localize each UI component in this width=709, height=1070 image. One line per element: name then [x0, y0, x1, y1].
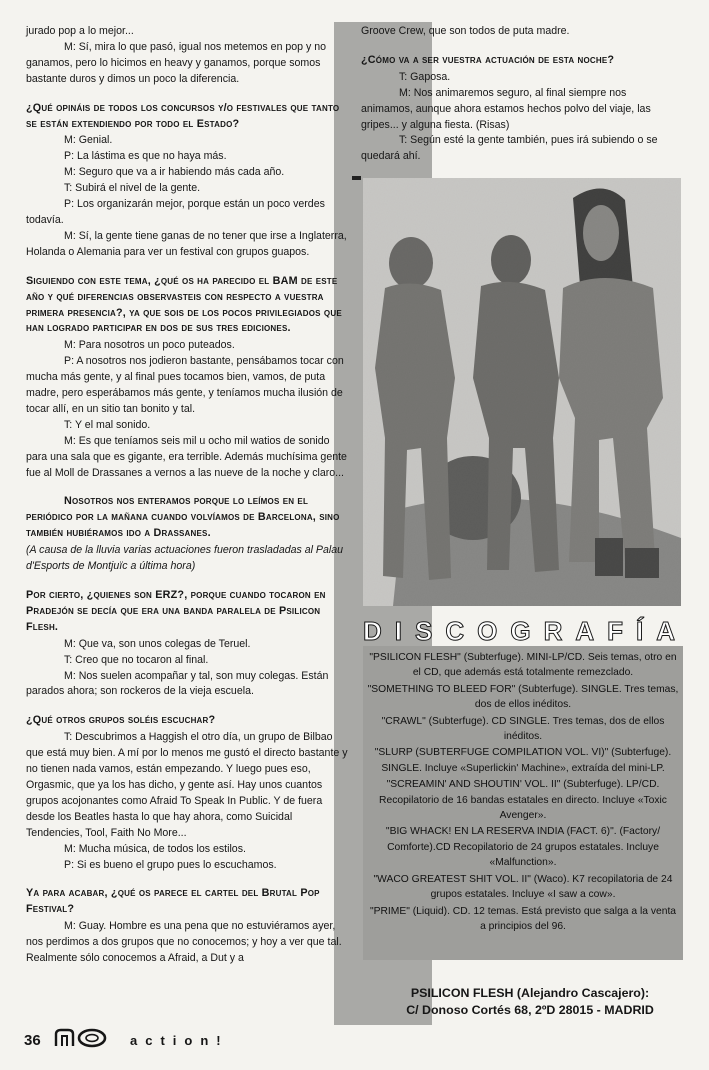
page-footer — [24, 1028, 229, 1052]
band-photo-image — [363, 178, 681, 606]
interview-answer: T: Y el mal sonido. — [64, 418, 151, 431]
discography-entry: "WACO GREATEST SHIT VOL. II" (Waco). K7 recopilatoria de 24 grupos estatales. Incluye «I saw a cow». — [373, 873, 673, 901]
interview-answer: T: Gaposa. — [399, 70, 451, 83]
interview-answer: M: Es que teníamos seis mil u ocho mil watios de sonido para una sala que es gigante, era terrible. Además muchísima gente fue al Moll de Drassanes a vernos a las nueve de la noche y claro... — [26, 434, 347, 479]
discography-entry: "CRAWL" (Subterfuge). CD SINGLE. Tres temas, dos de ellos inéditos. — [381, 715, 665, 743]
interview-answer: M: Genial. — [64, 134, 113, 147]
magazine-logo — [54, 1028, 116, 1053]
interview-answer: P: La lástima es que no haya más. — [64, 150, 227, 163]
discography-entry: "PSILICON FLESH" (Subterfuge). MINI-LP/CD. Seis temas, otro en el CD, que además está totalmente remezclado. — [369, 652, 677, 679]
interview-answer: M: Nos suelen acompañar y tal, son muy colegas. Están parados ahora; son rockeros de la vieja escuela. — [26, 669, 329, 698]
discography-entry: "SCREAMIN' AND SHOUTIN' VOL. II" (Subterfuge). LP/CD. Recopilatorio de 16 bandas estatales en directo. Incluye «Toxic Avenger». — [379, 779, 667, 822]
interview-answer: M: Sí, la gente tiene ganas de no tener que irse a Inglaterra, Holanda o Alemania para ver un festival con grupos guapos. — [26, 229, 347, 258]
interview-answer: P: Los organizarán mejor, porque están un poco verdes todavía. — [26, 198, 325, 226]
page-number: 36 — [24, 1031, 41, 1049]
interview-question: ¿Qué opináis de todos los concursos y/o festivales que tanto se están extendiendo por todo el Estado? — [26, 101, 340, 130]
interview-question: Siguiendo con este tema, ¿qué os ha parecido el BAM de este año y qué diferencias observasteis con respecto a vuestra primera presencia?, ya que sois de los pocos privilegiados que han logrado participar en dos de sus tres ediciones. — [26, 274, 342, 335]
interview-answer: T: Creo que no tocaron al final. — [64, 653, 209, 666]
interview-question: ¿Cómo va a ser vuestra actuación de esta noche? — [361, 53, 615, 66]
discography-title: DISCOGRAFÍA — [363, 616, 688, 646]
interview-answer: P: Si es bueno el grupo pues lo escuchamos. — [64, 858, 277, 871]
discography-entry: "SLURP (SUBTERFUGE COMPILATION VOL. VI)" (Subterfuge). SINGLE. Incluye «Superlickin' Machine», extraída del mini-LP. — [374, 747, 672, 774]
interview-question: Nosotros nos enteramos porque lo leímos en el periódico por la mañana cuando volvíamos de Barcelona, sino también hubiéramos ido a Drassanes. — [26, 495, 340, 540]
discography-entry: "SOMETHING TO BLEED FOR" (Subterfuge). SINGLE. Tres temas, dos de ellos inéditos. — [367, 683, 679, 711]
interview-answer: M: Mucha música, de todos los estilos. — [64, 842, 246, 855]
interview-question: Por cierto, ¿quienes son ERZ?, porque cuando tocaron en Pradejón se decía que era una banda paralela de Psilicon Flesh. — [26, 589, 326, 633]
body-text: Groove Crew, que son todos de puta madre. — [361, 25, 570, 37]
discography-entry: "PRIME" (Liquid). CD. 12 temas. Está previsto que salga a la venta a principios del 96. — [369, 905, 677, 932]
interview-answer: M: Para nosotros un poco puteados. — [64, 339, 235, 352]
magazine-name: action! — [130, 1032, 229, 1048]
contact-line-2: C/ Donoso Cortés 68, 2ºD 28015 - MADRID — [406, 1003, 654, 1017]
interview-answer: M: Sí, mira lo que pasó, igual nos metemos en pop y no ganamos, pero lo hicimos en heavy y ganamos, porque somos bastante duros y dimos un poco la diferencia. — [26, 40, 327, 85]
interview-question: ¿Qué otros grupos soléis escuchar? — [26, 714, 216, 727]
contact-address — [380, 985, 680, 1019]
interview-answer: M: Guay. Hombre es una pena que no estuviéramos ayer, nos perdimos a dos grupos que no conocemos; y hoy a ver que tal. Realmente sólo conocemos a Afraid, a Dut y a — [26, 920, 342, 965]
interview-answer: T: Descubrimos a Haggish el otro día, un grupo de Bilbao que está muy bien. A mí por lo menos me gustó el directo bastante y no tienen nada vamos, están empezando. Y luego pues eso, Orgasmic, que ya los has dicho, y gente así. Hay unos cuantos grupos acojonantes como Afraid To Speak In Public. Y de fuera desde los Beatles hasta lo que hay ahora, como Suicidal Tendencies, Tool, Faith No More... — [26, 731, 348, 839]
discography-entry: "BIG WHACK! EN LA RESERVA INDIA (FACT. 6)". (Factory/ Comforte).CD Recopilatorio de 24 grupos estatales. Incluye «Malfunction». — [385, 826, 661, 869]
body-text: jurado pop a lo mejor... — [26, 25, 134, 37]
interview-answer: M: Que va, son unos colegas de Teruel. — [64, 637, 251, 650]
interview-answer: T: Subirá el nivel de la gente. — [64, 182, 201, 195]
band-photo — [363, 178, 681, 606]
magazine-logo-icon — [54, 1028, 116, 1048]
discography-list — [367, 650, 679, 935]
editor-note: (A causa de la lluvia varias actuaciones fueron trasladadas al Palau d'Esports de Montjuïc a última hora) — [26, 544, 344, 573]
interview-question: Ya para acabar, ¿qué os parece el cartel del Brutal Pop Festival? — [26, 887, 320, 916]
left-column — [26, 24, 348, 967]
interview-answer: M: Nos animaremos seguro, al final siempre nos animamos, aunque ahora estamos hechos polvo del viaje, las gripes... y alguna fiesta. (Risas) — [361, 86, 651, 131]
interview-answer: T: Según esté la gente también, pues irá subiendo o se quedará ahí. — [361, 134, 658, 163]
crop-mark — [352, 176, 361, 180]
contact-line-1: PSILICON FLESH (Alejandro Cascajero): — [410, 986, 650, 1000]
interview-answer: P: A nosotros nos jodieron bastante, pensábamos tocar con mucha más gente, y al final pues tocamos bien, vamos, de puta madre, pero esperábamos más gente, y teníamos mucha ilusión de tocar allí, en un sitio tan bonito y tal. — [26, 355, 344, 415]
interview-answer: M: Seguro que va a ir habiendo más cada año. — [64, 166, 285, 179]
right-column — [361, 24, 677, 165]
